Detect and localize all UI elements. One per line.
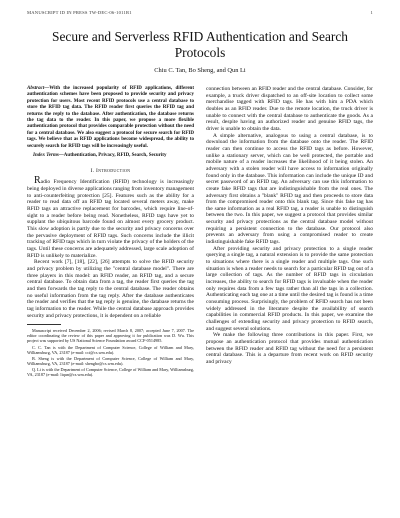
index-terms-text: —Authentication, Privacy, RFID, Search, Security bbox=[58, 153, 167, 159]
drop-cap: R bbox=[34, 175, 41, 187]
intro-paragraph-2: Recent work [7], [18], [22], [26] attempts to solve the RFID security and privacy problem by utilizing the "central database model". There are three players in this model: an RFID reader, an RFID tag, and a secure central database. To obtain data from a tag, the reader first queries the tag and then forwards the tag reply to the central database. The reader obtains no useful information from the tag reply. After the database authenticates the reader and verifies that the tag reply is genuine, the database returns the tag information to the reader. While the central database approach provides security and privacy protections, it is dependent on a reliable bbox=[27, 259, 194, 319]
paper-title: Secure and Serverless RFID Authentication and Search Protocols bbox=[52, 29, 348, 60]
running-header-left: MANUSCRIPT ID IN PRESS TW-DEC-06-1011R1 bbox=[27, 10, 132, 15]
body-paragraph: A simple alternative, analogous to using a central database, is to download the information from the database onto the reader. The RFID reader can then continue to access the RFID tags as before. However, unlike a stationary server, which can be well protected, the portable and mobile nature of a reader increases the likelihood of it being stolen. An adversary with a stolen reader will have access to information originally found only in the database. This information can include the unique ID and secret password of an RFID tag. An adversary can use this information to create fake RFID tags that are indistinguishable from the real ones. The adversary first obtains a "blank" RFID tag and then proceeds to store data from the compromised reader onto this blank tag. Since this fake tag has the same information as a real RFID tag, a reader is unable to distinguish between the two. In this paper, we suggest a protocol that provides similar security and privacy protections as the central database model without requiring a persistent connection to the database. Our protocol also prevents an adversary from using a compromised reader to create indistinguishable fake RFID tags. bbox=[206, 132, 373, 246]
intro-paragraph-1-text: adio Frequency Identification (RFID) technology is increasingly being deployed in diverse applications ranging from inventory management to anti-counterfeiting protection [25]. Features such as the ability for a reader to read data off an RFID tag located several meters away, make RFID tags an attractive replacement for barcodes, which require line-of-sight to a reader before being read. Nonetheless, RFID tags have yet to supplant the ubiquitous barcode found on almost every grocery product. This slow adoption is partly due to the security and privacy concerns over the pervasive deployment of RFID tags. Such concerns include the illicit tracking of RFID tags which in turn violate the privacy of the holders of the tags. Until these concerns are adequately addressed, large scale adoption of RFID is unlikely to materialize. bbox=[27, 179, 194, 259]
left-column bbox=[27, 86, 194, 378]
page-number: 1 bbox=[370, 10, 373, 15]
footnote-divider bbox=[27, 324, 61, 325]
paper-authors: Chiu C. Tan, Bo Sheng, and Qun Li bbox=[154, 67, 246, 74]
body-paragraph: connection between an RFID reader and the central database. Consider, for example, a truck driver dispatched to an off-site location to collect some merchandise tagged with RFID tags. He has with him a PDA which doubles as an RFID reader. Due to the remote location, the truck driver is unable to connect with the central database to authenticate the goods. As a result, despite having an authorized reader and genuine RFID tags, the driver is unable to obtain the data. bbox=[206, 86, 373, 132]
abstract-lead: Abstract bbox=[27, 86, 45, 91]
index-terms bbox=[27, 153, 194, 159]
right-column bbox=[206, 86, 373, 378]
footnote: Manuscript received December 2, 2006; revised March 8, 2007; accepted June 7, 2007. The editor coordinating the review of this paper and approving it for publication was D. Wu. This project was supported by US National Science Foundation award CCF-0514985. bbox=[27, 328, 194, 344]
abstract bbox=[27, 86, 194, 150]
abstract-text: —With the increased popularity of RFID applications, different authentication schemes have been proposed to provide security and privacy protection for users. Most recent RFID protocols use a central database to store the RFID tag data. The RFID reader first queries the RFID tag and returns the reply to the database. After authentication, the database returns the tag data to the reader. In this paper, we propose a more flexible authentication protocol that provides comparable protection without the need for a central database. We also suggest a protocol for secure search for RFID tags. We believe that as RFID applications become widespread, the ability to securely search for RFID tags will be increasingly useful. bbox=[27, 86, 194, 149]
index-terms-lead: Index Terms bbox=[33, 153, 59, 159]
footnote: B. Sheng is with the Department of Computer Science, College of William and Mary, Williamsburg, VA, 23187 (e-mail: shengbo@cs.wm.edu). bbox=[27, 355, 194, 366]
section-heading-introduction: I. Introduction bbox=[90, 168, 131, 175]
body-paragraph: After providing security and privacy protection to a single reader querying a single tag, a natural extension is to provide the same protection to situations where there is a single reader and multiple tags. One such situation is when a reader needs to search for a particular RFID tag out of a large collection of tags. As the number of RFID tags in circulation increases, the ability to search for RFID tags is invaluable when the reader only requires data from a few tags rather than all the tags in a collection. Authenticating each tag one at a time until the desired tag is found is a time consuming process. Surprisingly, the problem of RFID search has not been widely addressed in the literature despite the availability of search capabilities in commercial RFID products. In this paper, we examine the challenges of extending security and privacy protection to RFID search, and suggest several solutions. bbox=[206, 245, 373, 332]
two-column-body bbox=[27, 86, 373, 378]
running-header bbox=[27, 10, 373, 15]
intro-paragraph-1 bbox=[27, 175, 194, 259]
body-paragraph: We make the following three contributions in this paper. First, we propose an authentication protocol that provides mutual authentication between the RFID reader and RFID tag without the need for a persistent central database. This is a departure from recent work on RFID security and privacy bbox=[206, 332, 373, 365]
footnote: Q. Li is with the Department of Computer Science, College of William and Mary, Williamsburg, VA, 23187 (e-mail: liqun@cs.wm.edu). bbox=[27, 366, 194, 377]
footnote: C. C. Tan is with the Department of Computer Science, College of William and Mary, Williamsburg, VA, 23187 (e-mail: cct@cs.wm.edu). bbox=[27, 344, 194, 355]
